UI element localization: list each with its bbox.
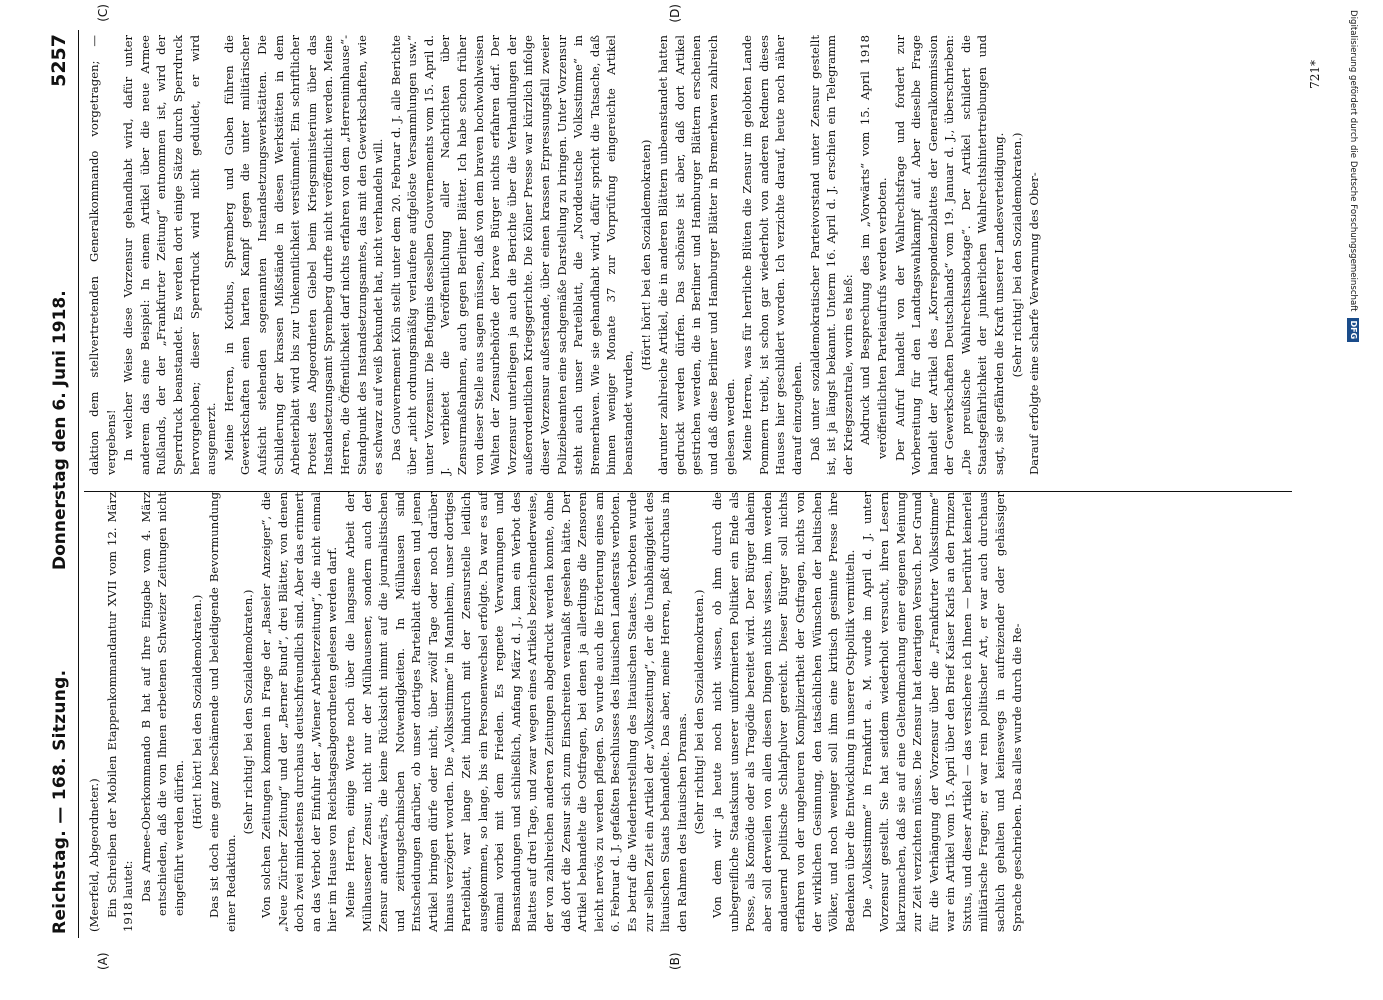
quotation: Abdruck und Besprechung des im „Vorwärts“ vom 15. April 1918 veröffentlichten Parteiaufrufs werden verboten. bbox=[858, 35, 889, 459]
credit-text: Digitalisierung gefördert durch die Deutsche Forschungsgemeinschaft bbox=[1348, 10, 1358, 312]
header-date: Donnerstag den 6. Juni 1918. bbox=[50, 290, 70, 570]
paragraph: Meine Herren, in Kottbus, Spremberg und Guben führen die Gewerkschaften einen harten Kampf gegen die unter militärischer Aufsicht stehenden sogenannten Instandsetzungswerkstätten. Die Schilderung der krassen Mißstände in diesen Werkstätten in dem Arbeiterblatt wird bis zur Unkenntlichkeit verstümmelt. Ein schriftlicher Protest des Abgeordneten Giebel beim Kriegsministerium über das Instandsetzungsamt Spremberg durfte nicht veröffentlicht werden. Meine Herren, die Öffentlichkeit darf nichts erfahren von dem „Herrenimhause“-Standpunkt des Instandsetzungsamtes, das mit den Gewerkschaften, wie es schwarz auf weiß bekundet hat, nicht verhandeln will. bbox=[221, 35, 386, 475]
margin-mark-a: (A) bbox=[96, 952, 110, 970]
header-session: Reichstag. — 168. Sitzung. bbox=[50, 669, 70, 934]
sheet-marker: 721* bbox=[1308, 60, 1322, 89]
paragraph: Meine Herren, was für herrliche Blüten die Zensur im gelobten Lande Pommern treibt, ist schon gar wiederholt von anderen Rednern dieses Hauses hier geschildert worden. Ich verzichte darauf, heute noch näher darauf einzugehen. bbox=[740, 35, 804, 475]
left-column bbox=[86, 492, 1026, 932]
paragraph: In welcher Weise diese Vorzensur gehandhabt wird, dafür unter anderem das eine Beispiel: In einem Artikel über die neue Armee Rußlands, der der „Frankfurter Zeitung“ entnommen ist, wird der Sperrdruck beanstandet. Es werden dort einige Sätze durch Sperrdruck hervorgehoben; dieser Sperrdruck wird nicht geduldet, er wird ausgemerzt. bbox=[121, 35, 219, 475]
paragraph: Das ist doch eine ganz beschämende und beleidigende Bevormundung einer Redaktion. bbox=[207, 492, 238, 932]
paragraph: Von dem wir ja heute noch nicht wissen, ob ihm durch die unbegreifliche Staatskunst unserer uniformierten Politiker ein Ende als Posse, als Komödie oder als Tragödie bereitet wird. Der Bürger daheim aber soll derweilen von allen diesen Dingen nichts wissen, ihm werden andauernd politische Schlafpulver gereicht. Dieser Bürger soll nichts erfahren von der ungeheuren Kompliziertheit der Ostfragen, nichts von der wirklichen Gesinnung, den tatsächlichen Wünschen der baltischen Völker, und noch weniger soll ihm eine kritisch gesinnte Presse ihre Bedenken über die Entwicklung in unserer Ostpolitik vermitteln. bbox=[709, 492, 857, 932]
right-column bbox=[86, 35, 1044, 475]
paragraph: darunter zahlreiche Artikel, die in anderen Blättern unbeanstandet hatten gedruckt werden dürfen. Das schönste ist aber, daß dort Artikel gestrichen werden, die in Berliner und Hamburger Blättern erscheinen und daß diese Berliner und Hamburger Blätter in Bremerhaven zahlreich gelesen werden. bbox=[656, 35, 737, 475]
dfg-logo: DFG bbox=[1347, 318, 1359, 343]
speaker-label: (Meerfeld, Abgeordneter.) bbox=[87, 778, 101, 932]
column-divider bbox=[84, 491, 1292, 492]
paragraph: Daß unter sozialdemokratischer Parteivorstand unter Zensur gestellt ist, ist ja längst bekannt. Unterm 16. April d. J. erschien ein Telegramm der Kriegszentrale, worin es hieß: bbox=[807, 35, 855, 475]
paragraph: Darauf erfolgte eine scharfe Verwarnung des Ober- bbox=[1027, 172, 1042, 475]
interjection: (Sehr richtig! bei den Sozialdemokraten.) bbox=[1009, 132, 1024, 378]
paragraph: Die „Volksstimme“ in Frankfurt a. M. wurde im April d. J. unter Vorzensur gestellt. Sie hat seitdem wiederholt versucht, ihren Lesern klarzumachen, daß sie auf eine Geltendmachung einer eigenen Meinung zur Zeit verzichten müsse. Die Zensur hat derartigen Versuch. Der Grund für die Verhängung der Vorzensur über die „Frankfurter Volksstimme“ war ein Artikel vom 15. April über den Brief Kaiser Karls an den Prinzen Sixtus, und dieser Artikel — das versichere ich Ihnen — berührt keinerlei militärische Fragen; er war rein politischer Art, er war auch durchaus sachlich gehalten und keineswegs in aufreizender oder gehässiger Sprache geschrieben. Das alles wurde durch die Re- bbox=[860, 492, 1024, 932]
quotation: Das Armee-Oberkommando B hat auf Ihre Eingabe vom 4. März entschieden, daß die von Ihnen erbetenen Schweizer Zeitungen nicht eingeführt werden dürfen. bbox=[138, 492, 186, 916]
margin-mark-c: (C) bbox=[96, 4, 110, 22]
paragraph: Der Aufruf handelt von der Wahlrechtsfrage und fordert zur Vorbereitung für den Landtagswahlkampf auf. Aber dieselbe Frage handelt der Artikel des „Korrespondenzblattes der Generalkommission der Gewerkschaften Deutschlands“ vom 19. Januar d. J., überschrieben: „Die preußische Wahlrechtssabotage“. Der Artikel schildert die Staatsgefährlichkeit der junkerlichen Wahlrechtshintertreibungen und sagt, sie gefährden die Kraft unserer Landesverteidigung. bbox=[892, 35, 1007, 475]
digitization-credit bbox=[1344, 10, 1362, 990]
margin-mark-d: (D) bbox=[668, 4, 682, 23]
paragraph: Das Gouvernement Köln stellt unter dem 20. Februar d. J. alle Berichte über „nicht ordnungsmäßig verlaufene aufgelöste Versammlungen usw.“ unter Vorzensur. Die Befugnis desselben Gouvernements vom 15. April d. J. verbietet die Veröffentlichung aller Nachrichten über Zensurmaßnahmen, auch gegen Berliner Blätter. Ich habe schon früher von dieser Stelle aus sagen müssen, daß von dem braven hochwohlweisen Walten der Zensurbehörde der brave Bürger nichts erfahren darf. Der Vorzensur unterliegen ja auch die Berichte über die Verhandlungen der außerordentlichen Kriegsgerichte. Die Kölner Presse war kürzlich infolge dieser Vorzensur außerstande, über einen krassen Erpressungsfall zweier Polizeibeamten eine sachgemäße Darstellung zu bringen. Unter Vorzensur steht auch unser Parteiblatt, die „Norddeutsche Volksstimme“ in Bremerhaven. Wie sie gehandhabt wird, dafür spricht die Tatsache, daß binnen weniger Monate 37 zur Vorprüfung eingereichte Artikel beanstandet wurden, bbox=[388, 35, 635, 475]
interjection: (Sehr richtig! bei den Sozialdemokraten.) bbox=[241, 589, 256, 835]
interjection: (Hört! hört! bei den Sozialdemokraten.) bbox=[189, 594, 204, 830]
paragraph: Ein Schreiben der Mobilen Etappenkommandantur XVII vom 12. März 1918 lautet: bbox=[104, 492, 136, 932]
interjection: (Hört! hört! bei den Sozialdemokraten) bbox=[638, 139, 653, 371]
header-rule bbox=[78, 30, 79, 938]
paragraph: Von solchen Zeitungen kommen in Frage der „Baseler Anzeiger“, die „Neue Zürcher Zeitung“ und der „Berner Bund“, drei Blätter, von denen doch zwei mindestens durchaus deutschfreundlich sind. Aber das erinnert an das Verbot der Einfuhr der „Wiener Arbeiterzeitung“, die nicht einmal hier im Hause von Reichstagsabgeordneten gelesen werden darf. bbox=[258, 492, 340, 932]
paragraph: Meine Herren, einige Worte noch über die langsame Arbeit der Mülhausener Zensur, nicht nur der Mülhausener, sondern auch der Zensur anderwärts, die keine Rücksicht nimmt auf die journalistischen und zeitungstechnischen Notwendigkeiten. In Mülhausen sind Entscheidungen darüber, ob unser dortiges Parteiblatt diesen und jenen Artikel bringen dürfe oder nicht, über zwölf Tage oder noch darüber hinaus verzögert worden. Die „Volksstimme“ in Mannheim, unser dortiges Parteiblatt, war lange Zeit hindurch mit der Zensurstelle leidlich ausgekommen, so lange, bis ein Personenwechsel erfolgte. Da war es auf einmal vorbei mit dem Frieden. Es regnete Verwarnungen und Beanstandungen und schließlich, Anfang März d. J., kam ein Verbot des Blattes auf drei Tage, und zwar wegen eines Artikels bezeichnenderweise, der von zahlreichen anderen Zeitungen abgedruckt werden konnte, ohne daß dort die Zensur sich zum Einschreiten veranlaßt gesehen hätte. Der Artikel behandelte die Ostfragen, bei denen ja allerdings die Zensoren leicht nervös zu werden pflegen. So wurde auch die Erörterung eines am 6. Februar d. J. gefaßten Beschlusses des litauischen Landesrats verboten. Es betraf die Wiederherstellung des litauischen Staates. Verboten wurde zur selben Zeit ein Artikel der „Volkszeitung“, der die Unabhängigkeit des litauischen Staats behandelte. Das aber, meine Herren, paßt durchaus in den Rahmen des litauischen Dramas. bbox=[342, 492, 689, 932]
margin-mark-b: (B) bbox=[668, 952, 682, 970]
interjection: (Sehr richtig! bei den Sozialdemokraten.) bbox=[692, 589, 707, 835]
paragraph: daktion dem stellvertretenden Generalkommando vorgetragen; — vergebens! bbox=[87, 35, 118, 475]
page-number: 5257 bbox=[48, 34, 70, 87]
